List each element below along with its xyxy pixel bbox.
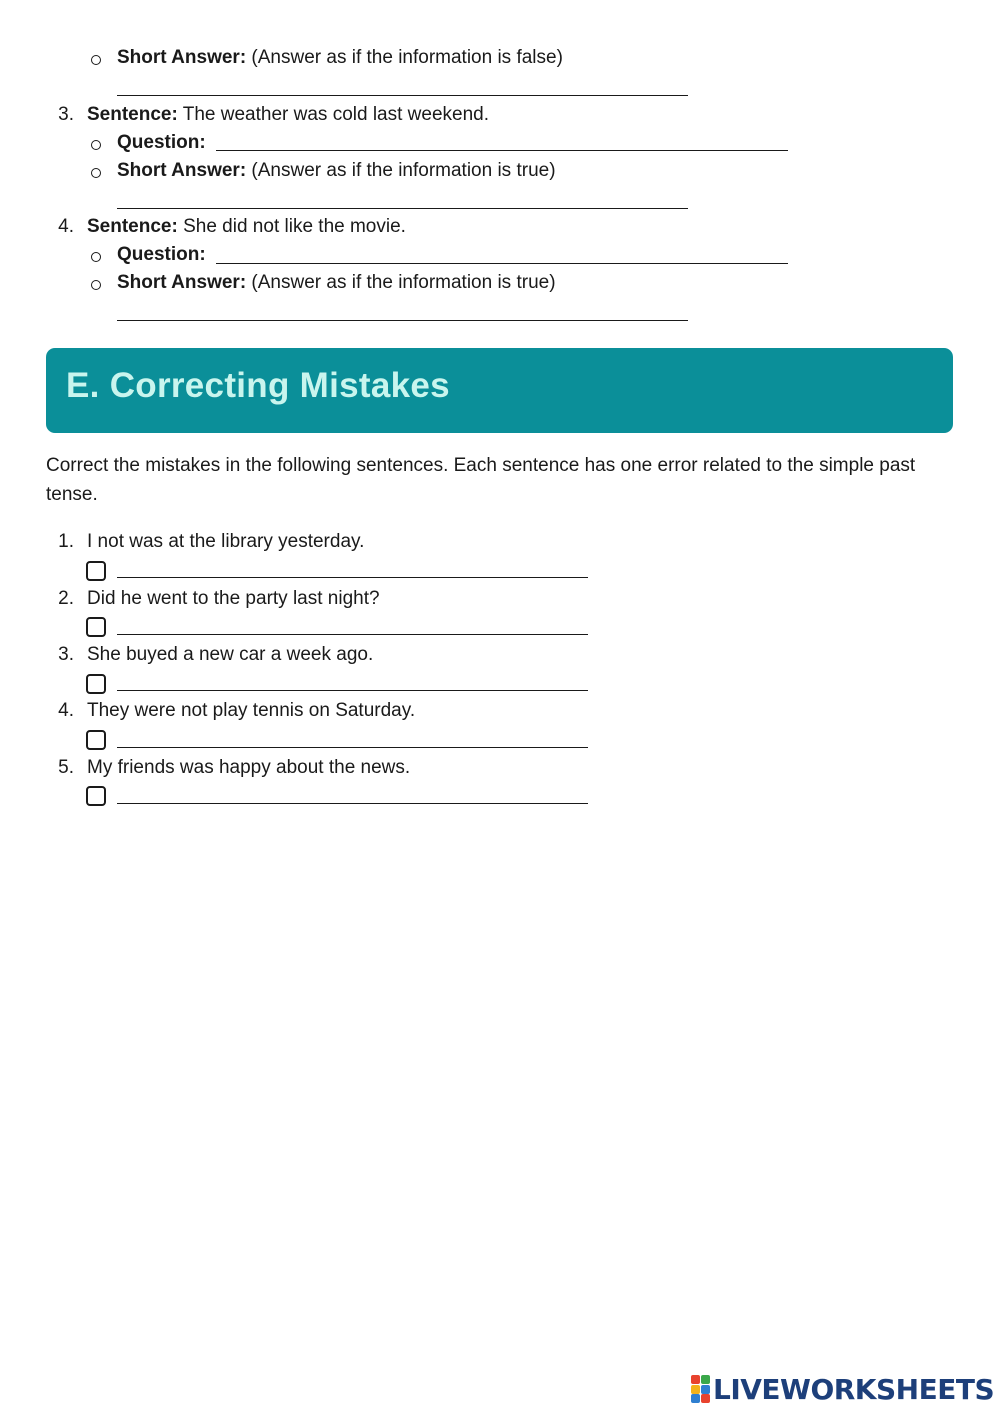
item-number: 3. xyxy=(58,104,74,125)
bullet-icon xyxy=(91,252,101,262)
sentence-prompt: Sentence: The weather was cold last weekend. xyxy=(87,104,490,125)
short-answer-input[interactable] xyxy=(117,320,688,321)
item-number: 5. xyxy=(58,757,74,778)
short-answer-prompt: Short Answer: (Answer as if the information is false) xyxy=(117,47,563,68)
answer-checkbox[interactable] xyxy=(86,617,106,637)
bullet-icon xyxy=(91,55,101,65)
answer-checkbox[interactable] xyxy=(86,674,106,694)
short-answer-input[interactable] xyxy=(117,95,688,96)
blocks-icon xyxy=(691,1375,711,1403)
answer-checkbox[interactable] xyxy=(86,561,106,581)
item-number: 4. xyxy=(58,700,74,721)
bullet-icon xyxy=(91,140,101,150)
mistake-sentence: My friends was happy about the news. xyxy=(87,757,411,778)
item-number: 3. xyxy=(58,644,74,665)
correction-input[interactable] xyxy=(117,634,588,635)
mistake-sentence: Did he went to the party last night? xyxy=(87,588,380,609)
item-number: 4. xyxy=(58,216,74,237)
bullet-icon xyxy=(91,280,101,290)
question-label: Question: xyxy=(117,132,206,153)
question-label: Question: xyxy=(117,244,206,265)
correction-input[interactable] xyxy=(117,803,588,804)
short-answer-prompt: Short Answer: (Answer as if the information is true) xyxy=(117,160,556,181)
instructions: Correct the mistakes in the following sentences. Each sentence has one error related to the simple past tense. xyxy=(46,455,916,505)
section-title: E. Correcting Mistakes xyxy=(66,366,450,405)
question-input[interactable] xyxy=(216,150,788,151)
short-answer-input[interactable] xyxy=(117,208,688,209)
correction-input[interactable] xyxy=(117,577,588,578)
section-header xyxy=(46,348,953,433)
mistake-sentence: They were not play tennis on Saturday. xyxy=(87,700,416,721)
answer-checkbox[interactable] xyxy=(86,786,106,806)
liveworksheets-logo xyxy=(691,1372,994,1406)
item-number: 1. xyxy=(58,531,74,552)
correction-input[interactable] xyxy=(117,690,588,691)
short-answer-prompt: Short Answer: (Answer as if the information is true) xyxy=(117,272,556,293)
bullet-icon xyxy=(91,168,101,178)
item-number: 2. xyxy=(58,588,74,609)
sentence-prompt: Sentence: She did not like the movie. xyxy=(87,216,406,237)
mistake-sentence: She buyed a new car a week ago. xyxy=(87,644,374,665)
question-input[interactable] xyxy=(216,263,788,264)
mistake-sentence: I not was at the library yesterday. xyxy=(87,531,365,552)
logo-text: LIVEWORKSHEETS xyxy=(713,1372,995,1406)
answer-checkbox[interactable] xyxy=(86,730,106,750)
correction-input[interactable] xyxy=(117,747,588,748)
